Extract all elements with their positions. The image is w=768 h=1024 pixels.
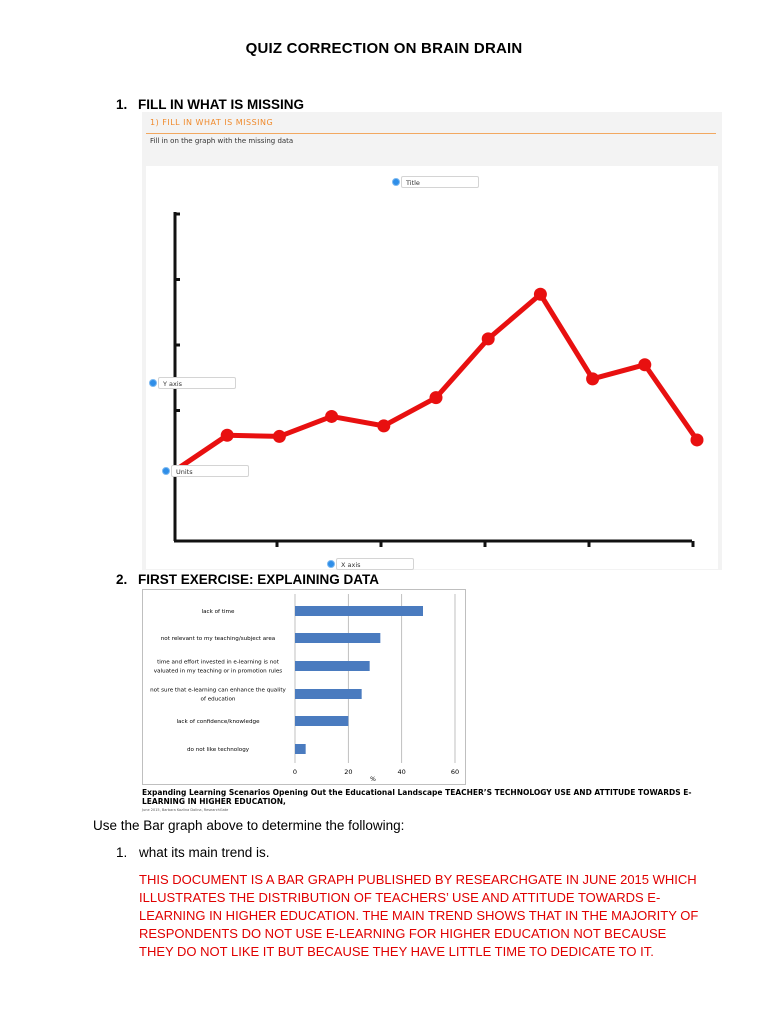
units-field-label: Units — [176, 468, 193, 476]
bar-chart-tick-label: 60 — [450, 768, 460, 776]
bar-chart-category-label: time and effort invested in e-learning is not valuated in my teaching or in promotion rules — [153, 659, 283, 675]
section-2-number: 2. — [116, 572, 128, 587]
bar-chart-tick-label: 40 — [397, 768, 406, 776]
bar-chart-category-label: not relevant to my teaching/subject area — [160, 636, 276, 642]
bar-chart-tick-labels — [293, 768, 459, 776]
bar-chart-tick-label: 0 — [292, 768, 298, 776]
section-1-number: 1. — [116, 97, 128, 112]
bar-chart-tick-label: 20 — [344, 768, 353, 776]
bar-chart-bar — [295, 661, 370, 671]
exercise-1-header: 1) FILL IN WHAT IS MISSING — [150, 118, 274, 127]
bar-chart-category-label: do not like technology — [186, 747, 250, 753]
instruction-text: Use the Bar graph above to determine the following: — [93, 818, 405, 833]
bar-chart-category-labels — [150, 609, 286, 753]
bar-chart-category-label: lack of time — [201, 609, 235, 615]
bar-chart-bar — [295, 606, 423, 616]
question-1-number: 1. — [116, 845, 128, 860]
bar-chart-bars — [295, 606, 423, 754]
bar-chart-bar — [295, 744, 306, 754]
bar-chart-bar — [295, 689, 362, 699]
bar-chart-category-label: lack of confidence/knowledge — [176, 719, 260, 725]
document-title: QUIZ CORRECTION ON BRAIN DRAIN — [245, 40, 523, 57]
x-axis-field-label: X axis — [341, 561, 361, 569]
exercise-1-instruction: Fill in on the graph with the missing data — [150, 137, 294, 145]
bar-chart-bar — [295, 633, 380, 643]
bar-chart-category-label: not sure that e-learning can enhance the quality of education — [150, 687, 286, 703]
bar-chart-source: June 2015, Barbara Kozlina Dolina, ResearchGate — [142, 808, 229, 812]
question-1-text: what its main trend is. — [139, 845, 270, 860]
section-1-title: FILL IN WHAT IS MISSING — [138, 97, 304, 112]
y-axis-field-label: Y axis — [163, 380, 183, 388]
bar-chart-x-label: % — [370, 776, 376, 783]
bar-chart-caption: Expanding Learning Scenarios Opening Out the Educational Landscape TEACHER’S TECHNOLOGY USE AND ATTITUDE TOWARDS E- LEARNING IN HIGHER EDUCATION, — [142, 788, 692, 806]
answer-1: THIS DOCUMENT IS A BAR GRAPH PUBLISHED BY RESEARCHGATE IN JUNE 2015 WHICH ILLUSTRATES THE DISTRIBUTION OF TEACHERS’ USE AND ATTITUDE TOWARDS E-LEARNING IN HIGHER EDUCATION. THE MAIN TREND SHOWS THAT IN THE MAJORITY OF RESPONDENTS DO NOT USE E-LEARNING FOR HIGHER EDUCATION NOT BECAUSE THEY DO NOT LIKE IT BUT BECAUSE THEY HAVE LITTLE TIME TO DEDICATE TO IT. — [139, 872, 699, 959]
question-1 — [116, 845, 270, 860]
bar-chart-bar — [295, 716, 348, 726]
title-field-label: Title — [406, 179, 420, 187]
bar-chart-gridlines — [295, 594, 455, 763]
section-2-title: FIRST EXERCISE: EXPLAINING DATA — [138, 572, 380, 587]
